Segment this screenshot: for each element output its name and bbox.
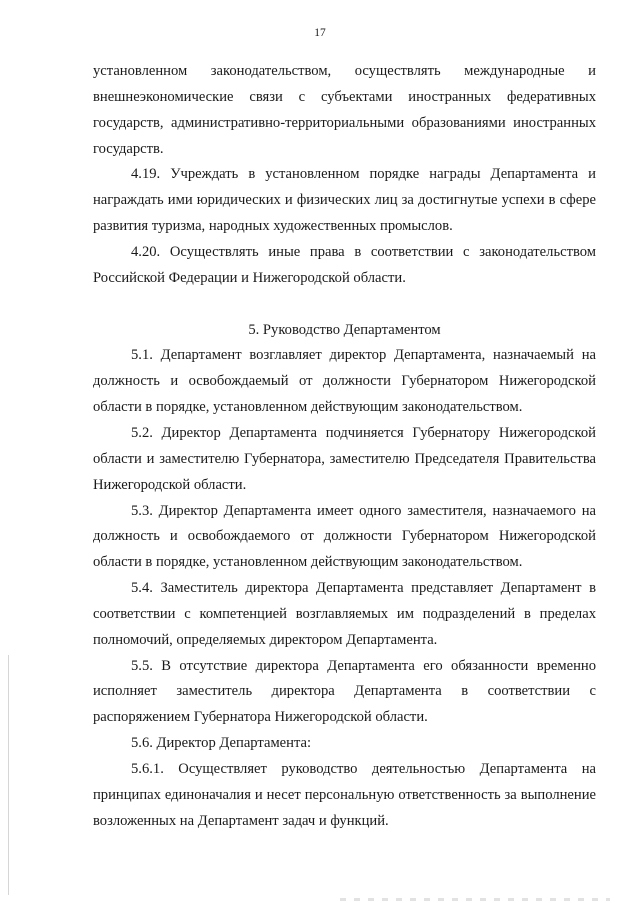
paragraph-5-6: 5.6. Директор Департамента: bbox=[131, 735, 312, 752]
paragraph-5-2: 5.2. Директор Департамента подчиняется Губернатору Нижегородской области и заместителю Губернатора, заместителю Председателя Правительства Нижегородской области. bbox=[93, 424, 596, 493]
scan-margin-mark bbox=[8, 655, 9, 895]
paragraph-5-6-1: 5.6.1. Осуществляет руководство деятельностью Департамента на принципах единоначалия и несет персональную ответственность за выполнение возложенных на Департамент задач и функций. bbox=[93, 760, 596, 829]
paragraph-5-4: 5.4. Заместитель директора Департамента представляет Департамент в соответствии с компетенцией возглавляемых им подразделений в пределах полномочий, определяемых директором Департамента. bbox=[93, 580, 596, 648]
scan-bottom-artifact bbox=[340, 898, 610, 901]
paragraph-4-19: 4.19. Учреждать в установленном порядке награды Департамента и награждать ими юридических и физических лиц за достигнутые успехи в сфере развития туризма, народных художественных промыслов. bbox=[93, 166, 596, 235]
paragraph-5-1: 5.1. Департамент возглавляет директор Департамента, назначаемый на должность и освобождаемый от должности Губернатором Нижегородской области в порядке, установленном действующим законодательством. bbox=[93, 347, 596, 416]
document-body bbox=[93, 59, 596, 834]
page-number: 17 bbox=[314, 27, 326, 39]
paragraph-4-20: 4.20. Осуществлять иные права в соответствии с законодательством Российской Федерации и Нижегородской области. bbox=[93, 243, 596, 286]
paragraph-continuation: установленном законодательством, осуществлять международные и внешнеэкономические связи с субъектами иностранных федеративных государств, административно-территориальными образованиями иностранных государств. bbox=[93, 63, 596, 157]
paragraph-5-5: 5.5. В отсутствие директора Департамента его обязанности временно исполняет заместитель директора Департамента в соответствии с распоряжением Губернатора Нижегородской области. bbox=[93, 657, 596, 726]
section-5-heading: 5. Руководство Департаментом bbox=[248, 321, 441, 338]
paragraph-5-3: 5.3. Директор Департамента имеет одного заместителя, назначаемого на должность и освобождаемого от должности Губернатором Нижегородской области в порядке, установленном действующим законодательством. bbox=[93, 502, 596, 571]
